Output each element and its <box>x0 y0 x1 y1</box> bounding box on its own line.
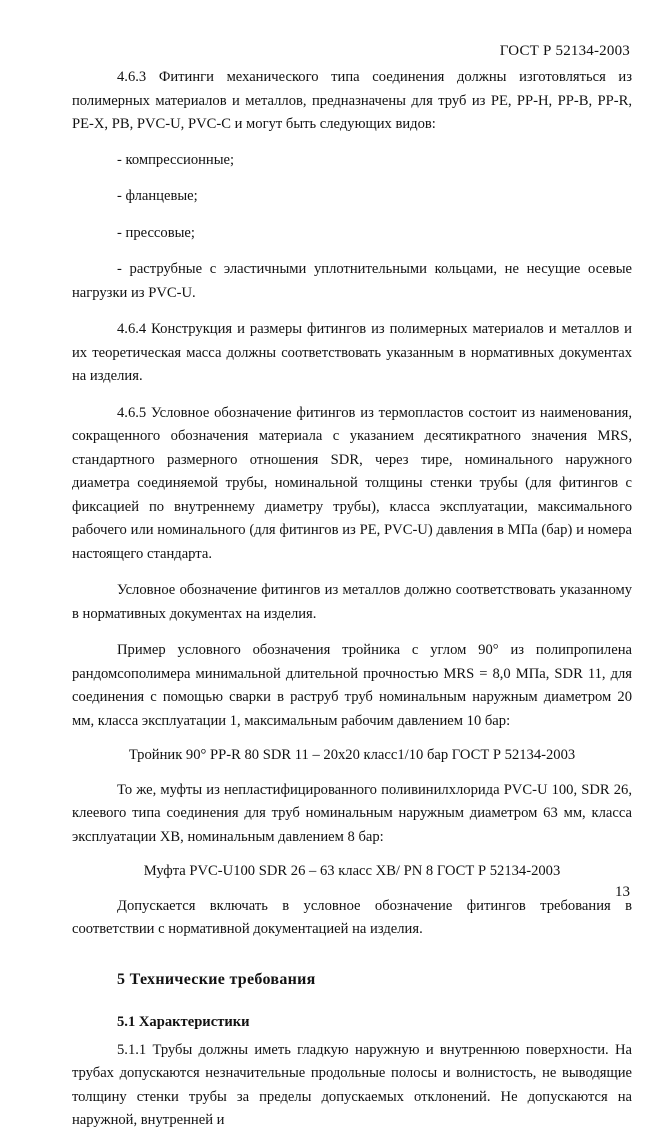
list-item: - прессовые; <box>117 224 195 241</box>
paragraph-example-2: То же, муфты из непластифицированного поливинилхлорида PVC-U 100, SDR 26, клеевого типа соединения для труб номинальным наружным диаметром 63 мм, класса эксплуатации ХВ, номинальным давлением 8 бар: <box>72 781 632 845</box>
list-item: - фланцевые; <box>117 188 198 204</box>
page-content <box>72 66 632 1133</box>
section-5-title: 5 Технические требования <box>117 970 316 988</box>
subsection-5-1-title: 5.1 Характеристики <box>117 1014 250 1030</box>
standard-header: ГОСТ Р 52134-2003 <box>499 43 630 59</box>
paragraph-4-6-3: 4.6.3 Фитинги механического типа соединения должны изготовляться из полимерных материалов и металлов, предназначены для труб из РЕ, PP-H, PP-B, PP-R, PE-X, PB, PVC-U, PVC-C и могут быть следующих видов: <box>72 69 632 132</box>
paragraph-4-6-5: 4.6.5 Условное обозначение фитингов из термопластов состоит из наименования, сокращенного обозначения материала с указанием десятикратного значения MRS, стандартного размерного отношения SDR, через тире, номинального наружного диаметра соединяемой трубы, номинальной толщины стенки трубы (для фитингов с фиксацией по внутреннему диаметру трубы), класса эксплуатации, максимального рабочего или номинального (для фитингов из РЕ, PVC-U) давления в МПа (бар) и номера настоящего стандарта. <box>72 404 632 562</box>
designation-example-2: Муфта PVC-U100 SDR 26 – 63 класс ХВ/ PN 8 ГОСТ Р 52134-2003 <box>143 863 561 879</box>
paragraph-example-1: Пример условного обозначения тройника с углом 90° из полипропилена рандомсополимера минимальной длительной прочностью MRS = 8,0 МПа, SDR 11, для соединения с помощью сварки в раструб труб номинальным наружным диаметром 20 мм, класса эксплуатации 1, максимальным рабочим давлением 10 бар: <box>72 642 632 729</box>
page-number: 13 <box>615 883 630 900</box>
paragraph-5-1-1: 5.1.1 Трубы должны иметь гладкую наружную и внутреннюю поверхности. На трубах допускаются незначительные продольные полосы и волнистость, не выводящие толщину стенки трубы за пределы допускаемых отклонений. Не допускаются на наружной, внутренней и <box>72 1041 632 1128</box>
paragraph-allowed: Допускается включать в условное обозначение фитингов требования в соответствии с нормативной документацией на изделия. <box>72 897 632 937</box>
designation-example-1: Тройник 90° PP-R 80 SDR 11 – 20x20 класс1/10 бар ГОСТ Р 52134-2003 <box>128 747 576 763</box>
paragraph-4-6-4: 4.6.4 Конструкция и размеры фитингов из полимерных материалов и металлов и их теоретическая масса должны соответствовать указанным в нормативных документах на изделия. <box>72 321 632 384</box>
list-item: - компрессионные; <box>117 151 235 168</box>
list-item: - раструбные с эластичными уплотнительными кольцами, не несущие осевые нагрузки из PVC-U. <box>72 261 632 301</box>
paragraph-metal-fittings: Условное обозначение фитингов из металлов должно соответствовать указанному в нормативных документах на изделия. <box>72 582 632 622</box>
